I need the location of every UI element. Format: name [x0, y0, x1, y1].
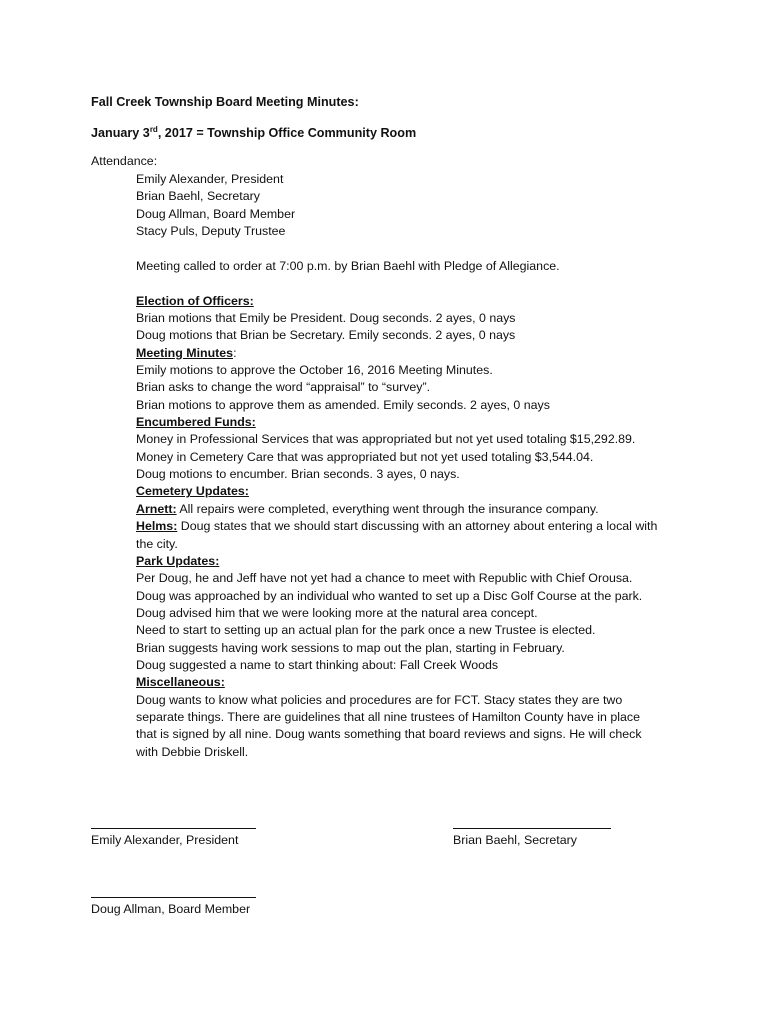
minutes-line: that is signed by all nine. Doug wants something that board reviews and signs. He will check [136, 727, 642, 742]
section-heading-minutes [136, 345, 696, 362]
minutes-line: Doug suggested a name to start thinking about: Fall Creek Woods [136, 657, 499, 672]
section-heading-park: Park Updates: [136, 553, 220, 568]
minutes-line: Doug was approached by an individual who wanted to set up a Disc Golf Course at the park. [136, 588, 643, 603]
minutes-heading-text: Meeting Minutes [136, 345, 234, 360]
date-prefix: January 3 [91, 126, 150, 140]
attendance-list [136, 171, 696, 240]
signature-line [91, 897, 256, 898]
attendee: Brian Baehl, Secretary [136, 189, 260, 204]
minutes-line: Brian motions to approve them as amended. Emily seconds. 2 ayes, 0 nays [136, 397, 550, 412]
signature-block-board-member [91, 897, 256, 916]
minutes-line: Need to start to setting up an actual plan for the park once a new Trustee is elected. [136, 623, 596, 638]
minutes-line: Per Doug, he and Jeff have not yet had a chance to meet with Republic with Chief Orousa. [136, 571, 633, 586]
spacer [136, 275, 696, 292]
minutes-line: Brian asks to change the word “appraisal” to “survey”. [136, 380, 431, 395]
signature-label: Brian Baehl, Secretary [453, 833, 577, 847]
minutes-line: the city. [136, 536, 178, 551]
helms-text: Doug states that we should start discussing with an attorney about entering a local with [177, 519, 658, 534]
signature-line [453, 828, 611, 829]
signature-label: Emily Alexander, President [91, 833, 239, 847]
attendance-label: Attendance: [91, 154, 158, 168]
arnett-text: All repairs were completed, everything went through the insurance company. [176, 501, 599, 516]
minutes-line: Money in Professional Services that was appropriated but not yet used totaling $15,292.89. [136, 432, 636, 447]
attendee: Doug Allman, Board Member [136, 206, 296, 221]
minutes-line: Money in Cemetery Care that was appropriated but not yet used totaling $3,544.04. [136, 449, 594, 464]
opening-statement: Meeting called to order at 7:00 p.m. by Brian Baehl with Pledge of Allegiance. [136, 259, 560, 273]
minutes-line: Doug motions that Brian be Secretary. Emily seconds. 2 ayes, 0 nays [136, 328, 516, 343]
minutes-line: separate things. There are guidelines that all nine trustees of Hamilton County have in place [136, 709, 640, 724]
section-heading-cemetery: Cemetery Updates: [136, 484, 249, 499]
minutes-line: Brian motions that Emily be President. Doug seconds. 2 ayes, 0 nays [136, 311, 516, 326]
helms-label: Helms: [136, 519, 178, 534]
arnett-label: Arnett: [136, 501, 177, 516]
document-title: Fall Creek Township Board Meeting Minutes: [91, 95, 359, 109]
minutes-line: Doug wants to know what policies and procedures are for FCT. Stacy states they are two [136, 692, 623, 707]
cemetery-helms [136, 518, 696, 535]
attendee: Stacy Puls, Deputy Trustee [136, 224, 286, 239]
attendee: Emily Alexander, President [136, 172, 284, 186]
minutes-line: with Debbie Driskell. [136, 744, 249, 759]
section-heading-funds: Encumbered Funds: [136, 415, 256, 430]
minutes-line: Doug advised him that we were looking more at the natural area concept. [136, 605, 538, 620]
minutes-heading-colon: : [233, 345, 237, 360]
section-heading-misc: Miscellaneous: [136, 675, 225, 690]
minutes-body [136, 258, 696, 761]
signature-label: Doug Allman, Board Member [91, 902, 251, 916]
signature-block-president [91, 828, 256, 847]
date-superscript: rd [149, 125, 158, 134]
minutes-line: Emily motions to approve the October 16, 2016 Meeting Minutes. [136, 363, 493, 378]
date-suffix: , 2017 = Township Office Community Room [157, 126, 417, 140]
cemetery-arnett [136, 501, 696, 518]
minutes-line: Doug motions to encumber. Brian seconds. 3 ayes, 0 nays. [136, 467, 460, 482]
signature-line [91, 828, 256, 829]
meeting-date-location [91, 126, 416, 140]
signature-block-secretary [453, 828, 611, 847]
minutes-line: Brian suggests having work sessions to map out the plan, starting in February. [136, 640, 565, 655]
section-heading-election: Election of Officers: [136, 293, 254, 308]
